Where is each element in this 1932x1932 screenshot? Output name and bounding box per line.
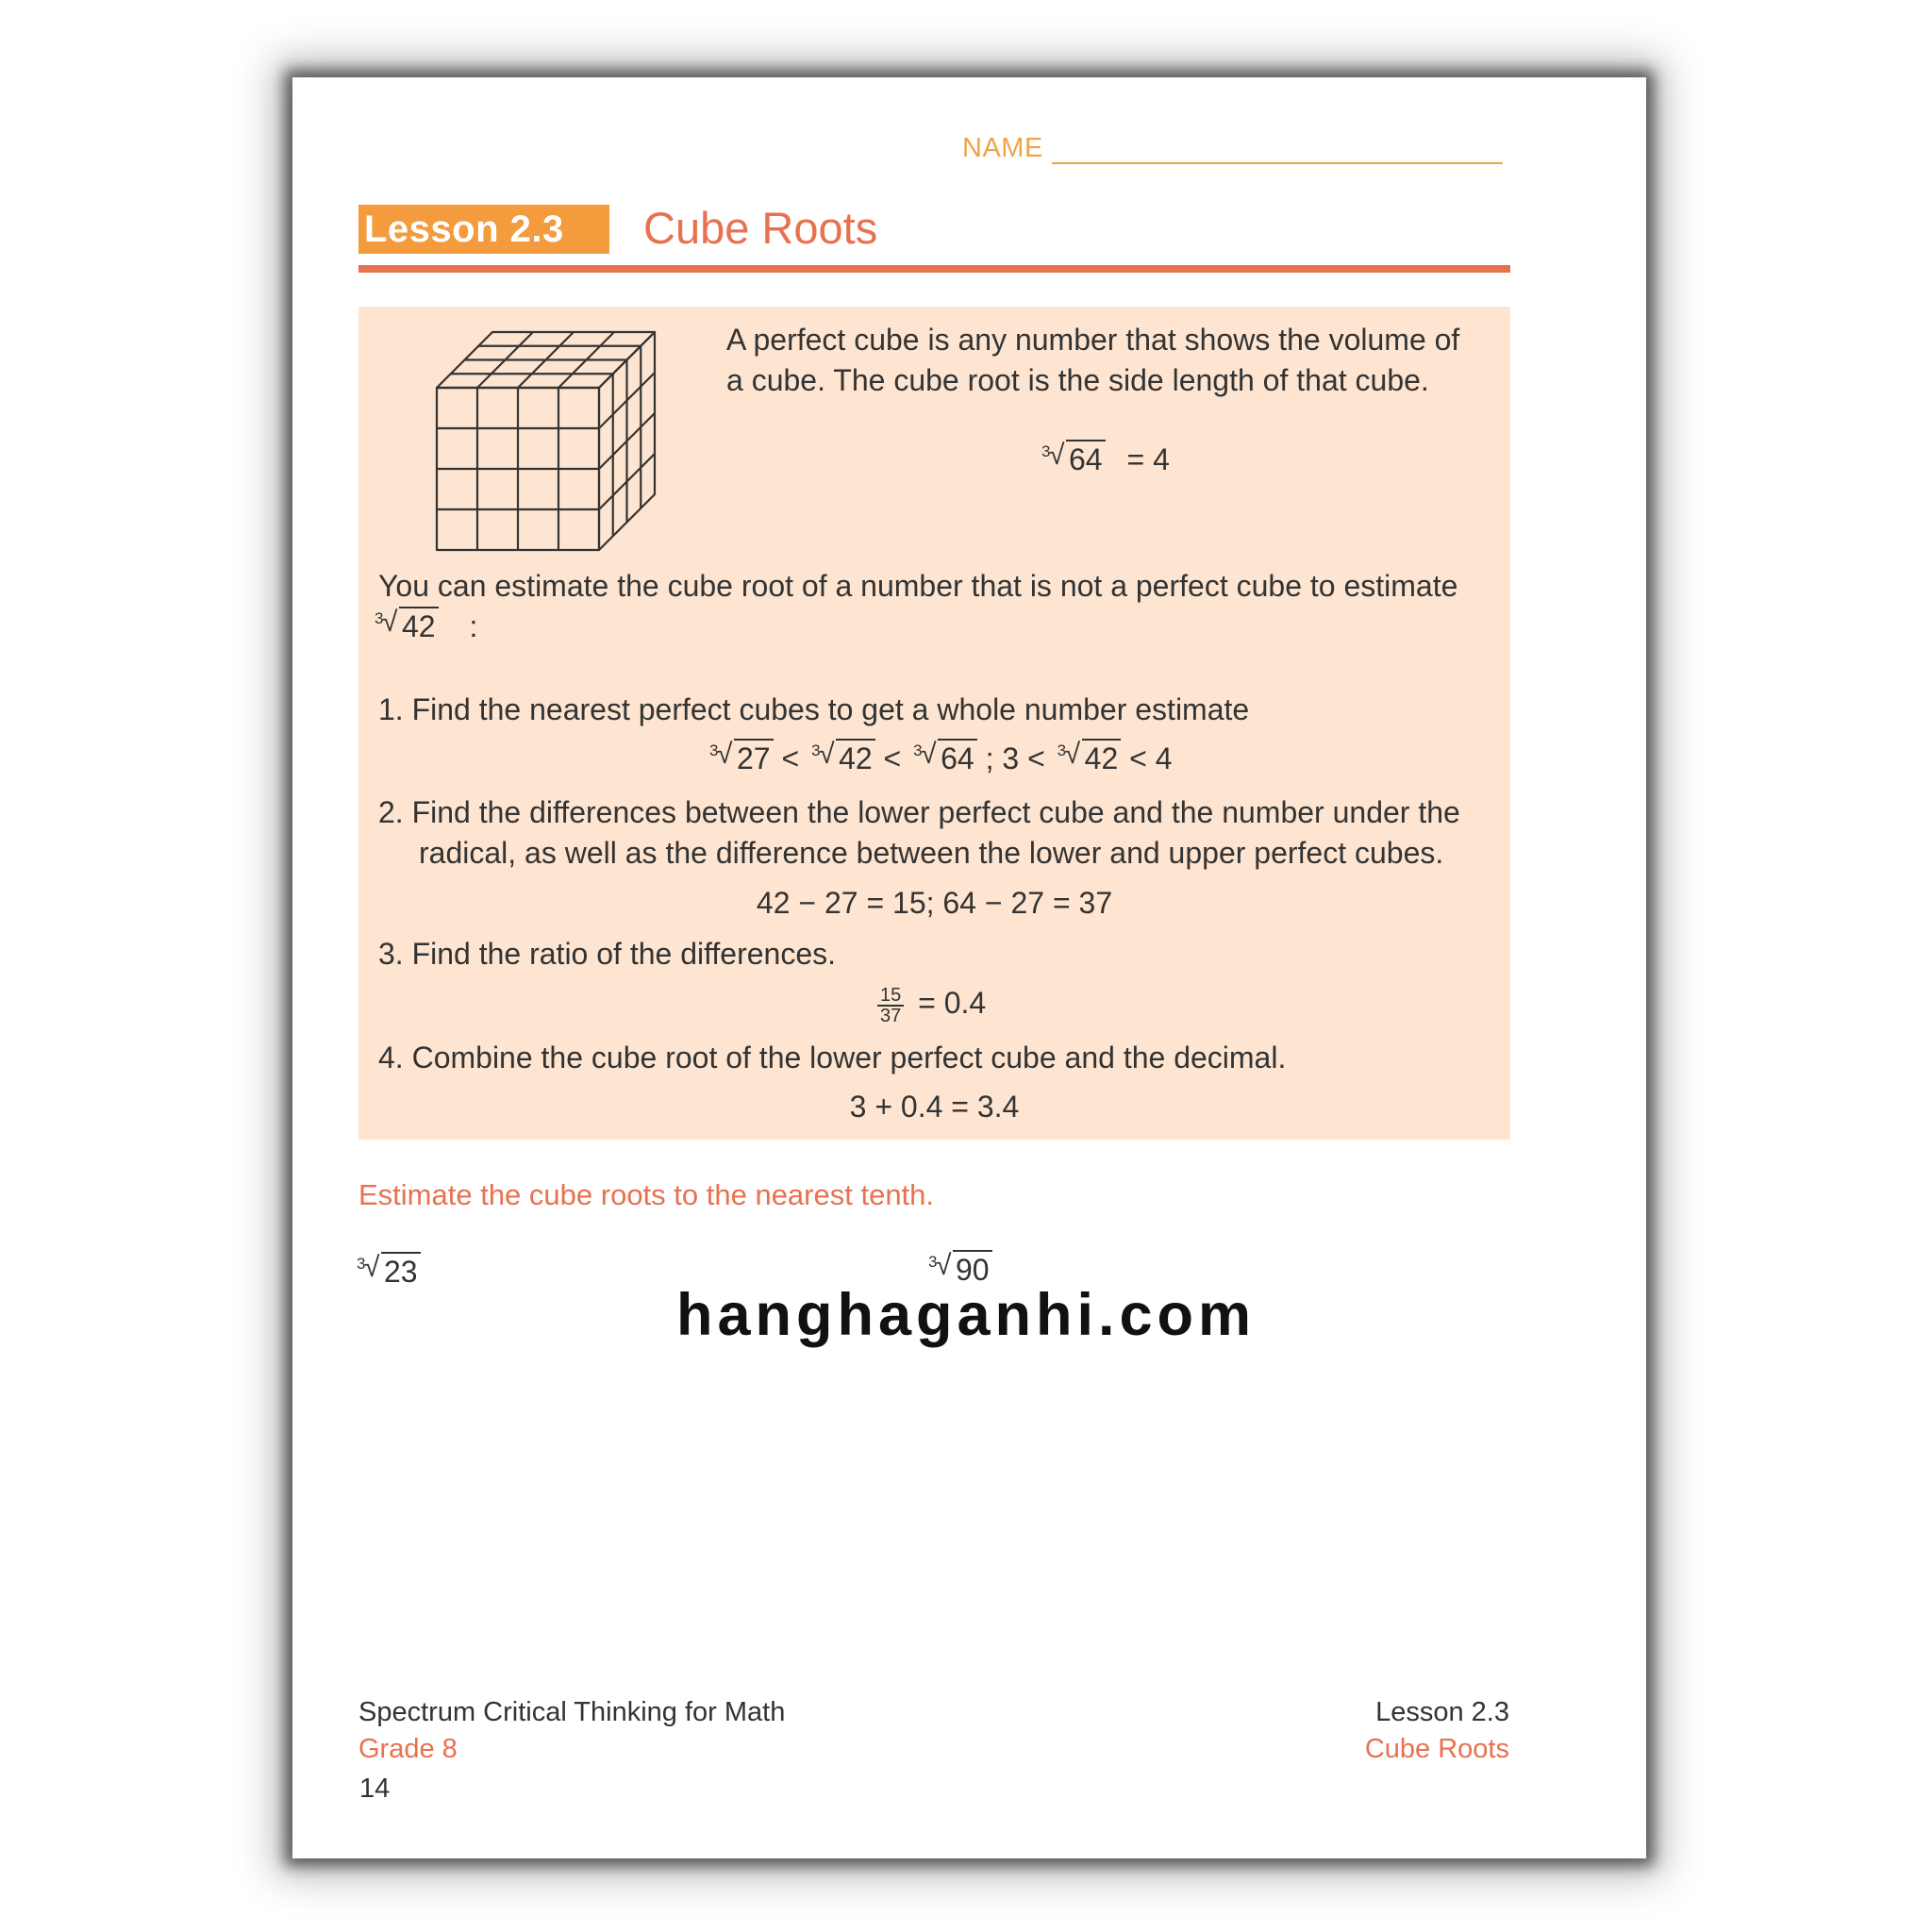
footer-book-title: Spectrum Critical Thinking for Math — [358, 1697, 786, 1727]
math-operator: < — [883, 741, 902, 775]
lesson-title: Cube Roots — [643, 203, 878, 253]
estimate-intro-line-2 — [371, 607, 477, 646]
radical-sign-icon: √ — [717, 739, 733, 770]
radical-index: 3 — [1057, 741, 1067, 759]
title-divider — [358, 265, 1510, 273]
radicand: 64 — [1066, 440, 1106, 477]
radical-sign-icon: √ — [1064, 739, 1081, 770]
numerator: 15 — [877, 986, 904, 1007]
footer-lesson: Lesson 2.3 — [1375, 1697, 1509, 1727]
radical-index: 3 — [928, 1253, 938, 1271]
example-cube-root — [1038, 440, 1170, 479]
radical-42 — [1057, 739, 1122, 778]
step-3-math — [877, 983, 986, 1025]
exercise-instruction: Estimate the cube roots to the nearest tenth. — [358, 1178, 935, 1211]
footer-page-number: 14 — [359, 1774, 391, 1804]
radical-index: 3 — [357, 1255, 366, 1273]
radical-sign-icon: √ — [382, 607, 398, 638]
estimate-suffix: : — [469, 609, 478, 643]
radical-sign-icon: √ — [819, 739, 835, 770]
step-2-line-2: radical, as well as the difference between the lower and upper perfect cubes. — [419, 836, 1444, 870]
step-4-text: 4. Combine the cube root of the lower perfect cube and the decimal. — [378, 1041, 1287, 1074]
radicand: 64 — [938, 739, 977, 776]
name-blank-line — [1052, 162, 1503, 164]
intro-line-1: A perfect cube is any number that shows the volume of — [726, 323, 1460, 357]
step-1-text: 1. Find the nearest perfect cubes to get a whole number estimate — [378, 692, 1250, 726]
radicand: 23 — [381, 1252, 421, 1290]
step-2-math: 42 − 27 = 15; 64 − 27 = 37 — [756, 886, 1113, 920]
radicand: 90 — [953, 1250, 992, 1288]
math-operator: ; 3 < — [985, 741, 1045, 775]
radical-index: 3 — [913, 741, 923, 759]
radicand: 42 — [399, 607, 439, 644]
example-result: = 4 — [1126, 442, 1170, 476]
radical-sign-icon: √ — [921, 739, 937, 770]
radical-42 — [375, 607, 439, 646]
radical-index: 3 — [811, 741, 821, 759]
math-operator: < 4 — [1129, 741, 1173, 775]
ratio-result: = 0.4 — [918, 986, 987, 1020]
radical-sign-icon: √ — [936, 1250, 952, 1281]
radical-42 — [811, 739, 875, 778]
estimate-intro-line-1: You can estimate the cube root of a number that is not a perfect cube to estimate — [378, 569, 1458, 603]
radical-sign-icon: √ — [1049, 440, 1065, 471]
footer-topic: Cube Roots — [1364, 1734, 1509, 1764]
radical-64 — [913, 739, 977, 778]
watermark: hanghaganhi.com — [675, 1282, 1257, 1348]
radical-index: 3 — [375, 609, 384, 627]
radical-index: 3 — [1041, 442, 1051, 460]
denominator: 37 — [880, 1005, 902, 1026]
radical-index: 3 — [709, 741, 719, 759]
radicand: 42 — [836, 739, 875, 776]
cube-illustration — [432, 327, 677, 558]
radical-64 — [1041, 440, 1106, 479]
intro-line-2: a cube. The cube root is the side length of that cube. — [726, 363, 1429, 397]
radicand: 27 — [734, 739, 774, 776]
math-operator: < — [781, 741, 800, 775]
step-3-text: 3. Find the ratio of the differences. — [378, 937, 837, 971]
lesson-badge: Lesson 2.3 — [358, 205, 609, 254]
name-label: NAME — [962, 133, 1043, 163]
fraction — [877, 986, 904, 1025]
step-4-math: 3 + 0.4 = 3.4 — [849, 1090, 1020, 1124]
radicand: 42 — [1082, 739, 1122, 776]
step-2-line-1: 2. Find the differences between the lower perfect cube and the number under the — [378, 795, 1460, 829]
radical-sign-icon: √ — [364, 1252, 380, 1283]
footer-grade: Grade 8 — [358, 1734, 458, 1764]
radical-27 — [709, 739, 774, 778]
step-1-math — [706, 739, 1173, 778]
